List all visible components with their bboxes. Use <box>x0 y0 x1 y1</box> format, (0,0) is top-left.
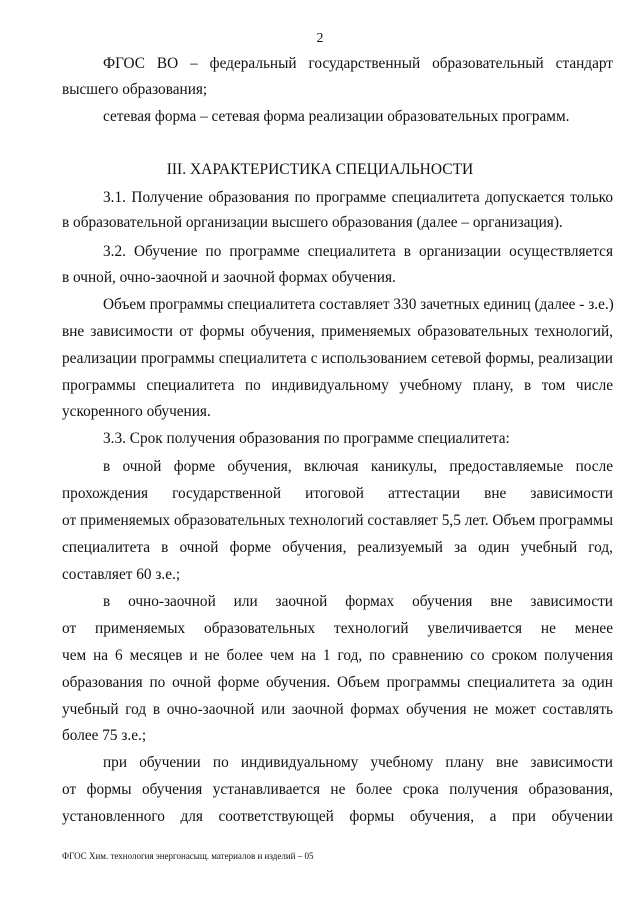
text-line: составляет 60 з.е.; <box>62 566 181 583</box>
text-line: от применяемых образовательных технологий составляет 5,5 лет. Объем программы <box>62 512 613 529</box>
text-line: прохождения государственной итоговой аттестации вне зависимости <box>62 485 613 502</box>
text-line: в очной форме обучения, включая каникулы, предоставляемые после <box>103 458 613 475</box>
text-line: более 75 з.е.; <box>62 727 147 744</box>
text-line: высшего образования; <box>62 81 208 98</box>
text-line: чем на 6 месяцев и не более чем на 1 год, по сравнению со сроком получения <box>62 647 613 664</box>
text-line: при обучении по индивидуальному учебному плану вне зависимости <box>103 754 613 771</box>
document-footer: ФГОС Хим. технология энергонасыщ. материалов и изделий – 05 <box>62 851 314 861</box>
text-line: 3.1. Получение образования по программе специалитета допускается только <box>103 189 613 206</box>
text-line: ускоренного обучения. <box>62 403 211 420</box>
text-line: в образовательной организации высшего образования (далее – организация). <box>62 214 563 231</box>
text-line: специалитета в очной форме обучения, реализуемый за один учебный год, <box>62 539 613 556</box>
text-line: 3.2. Обучение по программе специалитета в организации осуществляется <box>103 243 613 260</box>
text-line: от применяемых образовательных технологий увеличивается не менее <box>62 620 613 637</box>
text-line: Объем программы специалитета составляет 330 зачетных единиц (далее - з.е.) <box>103 296 614 313</box>
text-line: в очно-заочной или заочной формах обучения вне зависимости <box>103 593 613 610</box>
text-line: ФГОС ВО – федеральный государственный образовательный стандарт <box>103 55 613 72</box>
text-line: образования по очной форме обучения. Объем программы специалитета за один <box>62 674 613 691</box>
text-line: установленного для соответствующей формы обучения, а при обучении <box>62 808 613 825</box>
section-heading: III. ХАРАКТЕРИСТИКА СПЕЦИАЛЬНОСТИ <box>166 161 474 178</box>
text-line: в очной, очно-заочной и заочной формах обучения. <box>62 269 396 286</box>
text-line: учебный год в очно-заочной или заочной формах обучения не может составлять <box>62 701 613 718</box>
text-line: программы специалитета по индивидуальному учебному плану, в том числе <box>62 377 613 394</box>
text-line: вне зависимости от формы обучения, применяемых образовательных технологий, <box>62 323 613 340</box>
page-number: 2 <box>316 31 324 46</box>
text-line: реализации программы специалитета с использованием сетевой формы, реализации <box>62 350 613 367</box>
text-line: сетевая форма – сетевая форма реализации образовательных программ. <box>103 108 570 125</box>
text-line: 3.3. Срок получения образования по программе специалитета: <box>103 430 510 447</box>
text-line: от формы обучения устанавливается не более срока получения образования, <box>62 781 613 798</box>
